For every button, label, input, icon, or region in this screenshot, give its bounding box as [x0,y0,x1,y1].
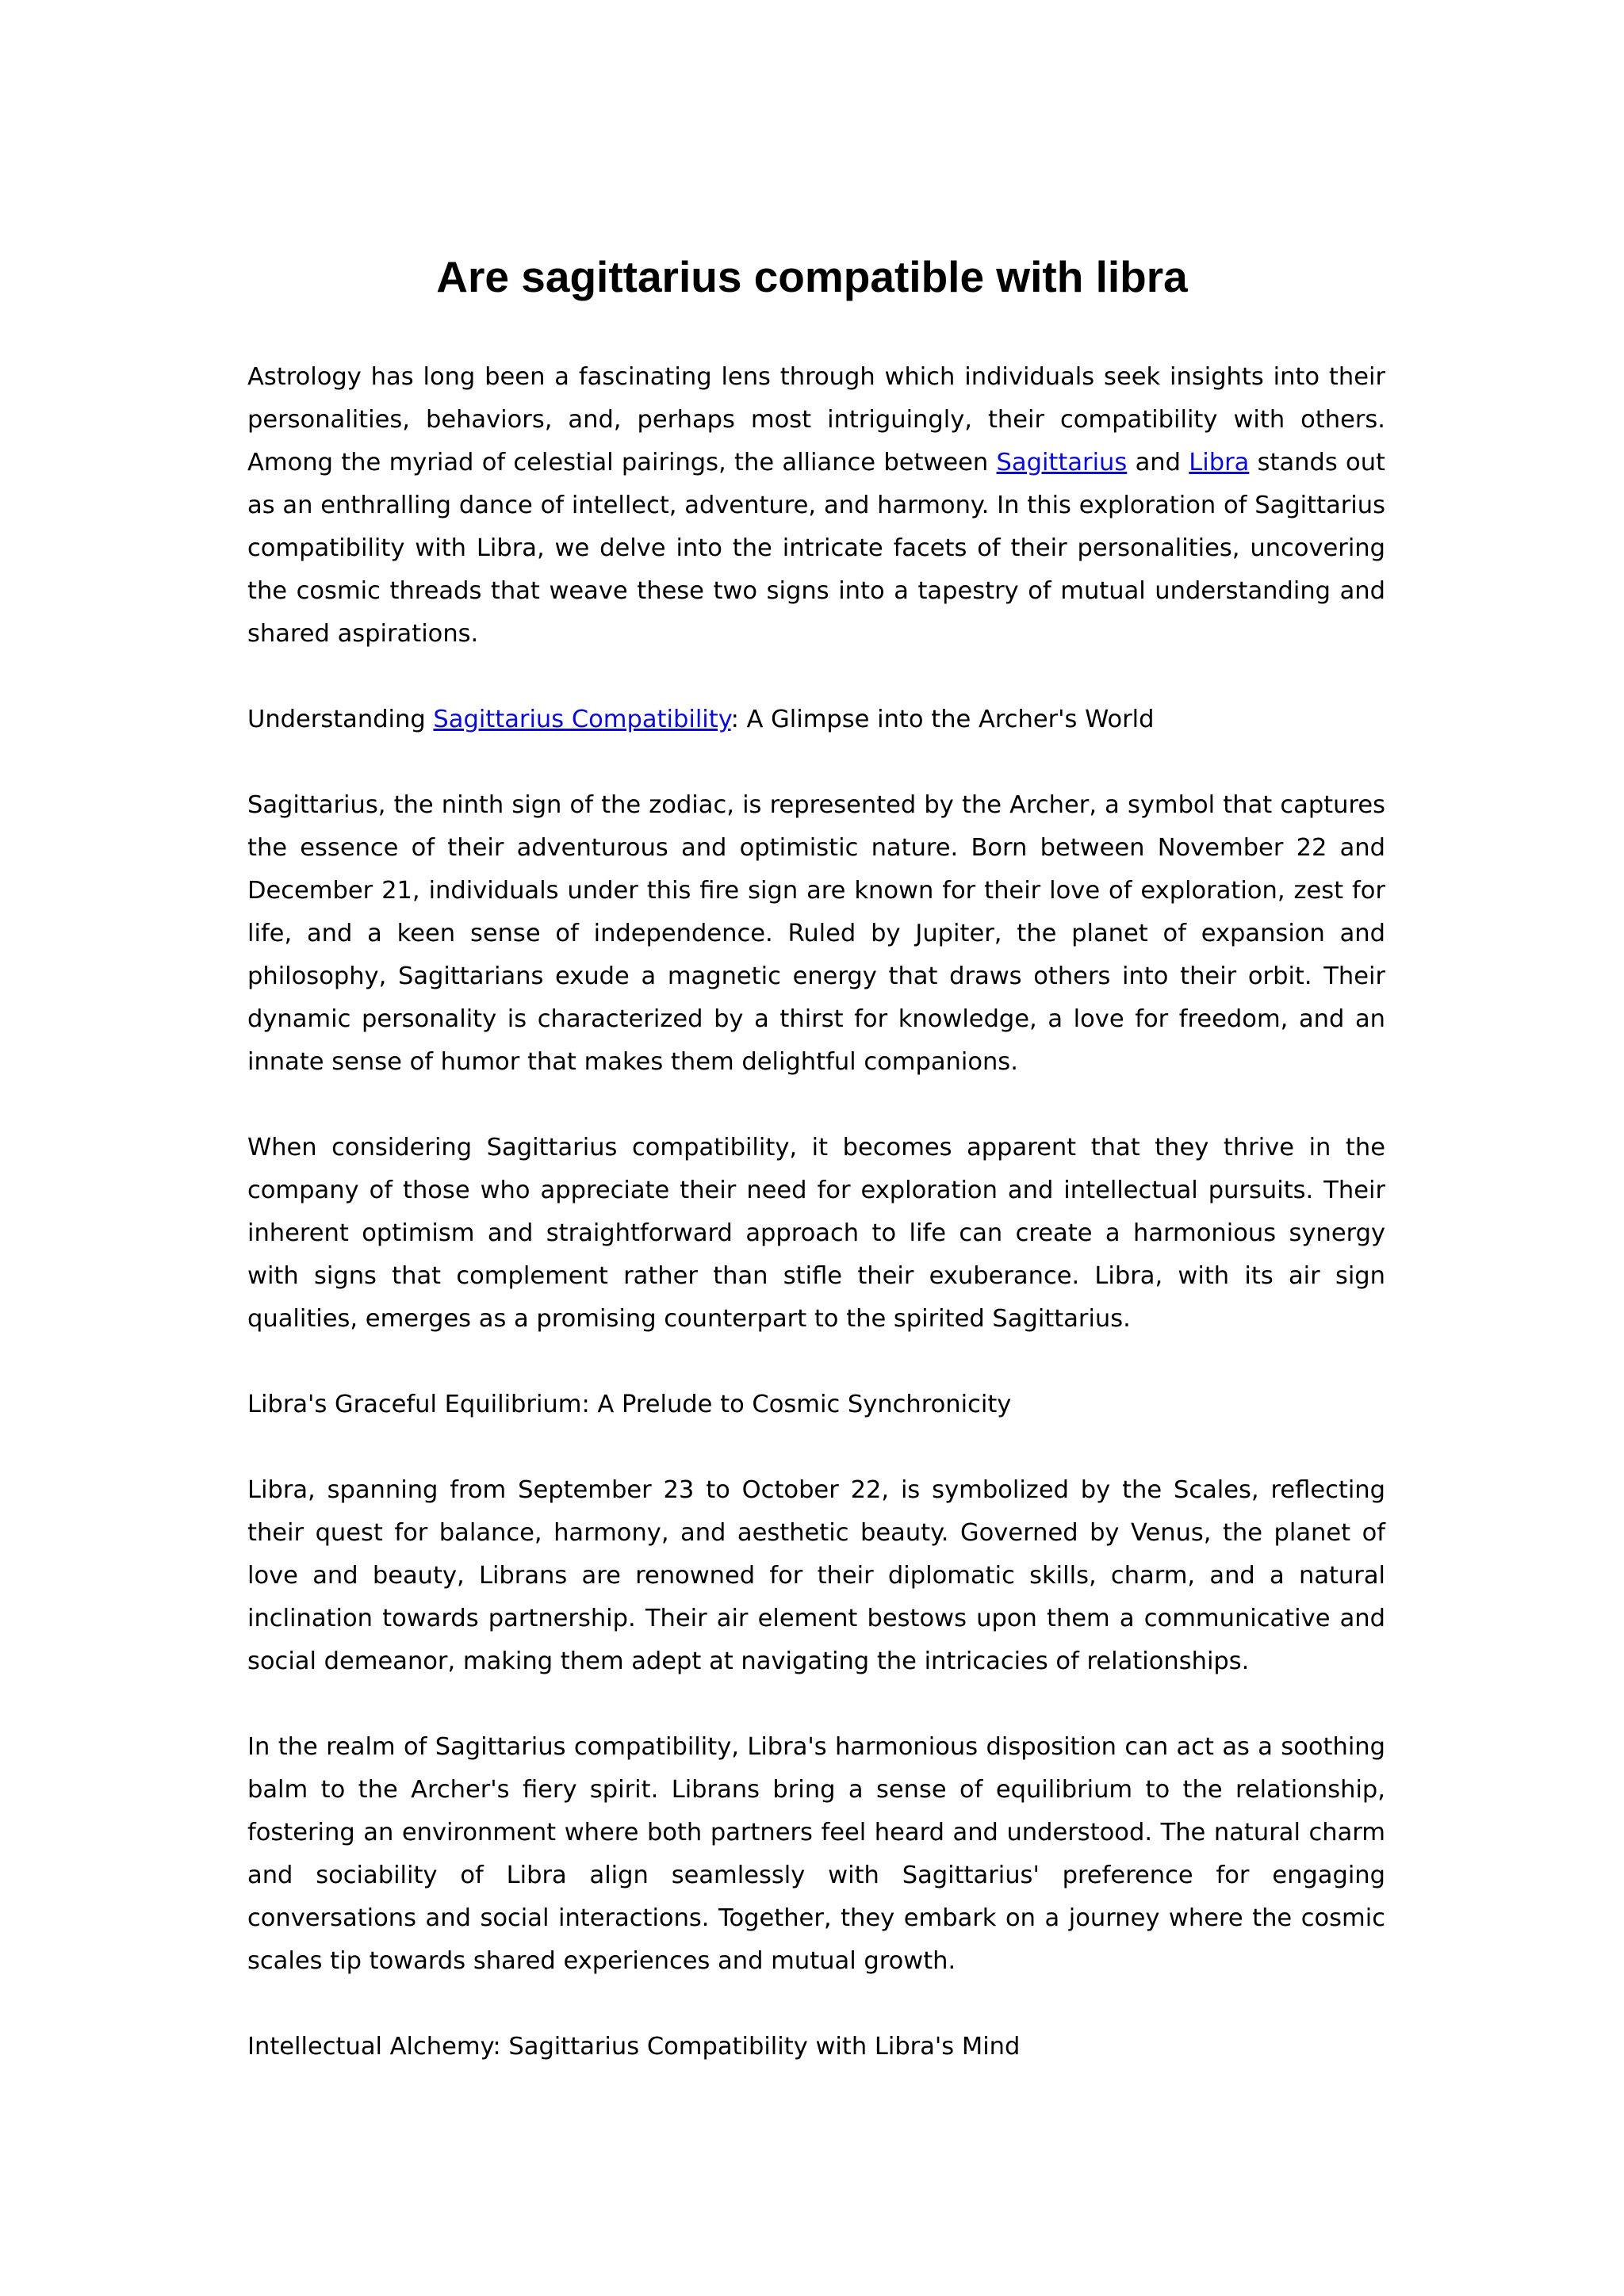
paragraph-libra-compatibility: In the realm of Sagittarius compatibility, Libra's harmonious disposition can act as a soothing balm to the Archer's fiery spirit. Librans bring a sense of equilibrium to the relationship, fostering an environment where both partners feel heard and understood. The natural charm and sociability of Libra align seamlessly with Sagittarius' preference for engaging conversations and social interactions. Together, they embark on a journey where the cosmic scales tip towards shared experiences and mutual growth. [247,1733,1385,1975]
paragraph-sagittarius-traits: Sagittarius, the ninth sign of the zodiac, is represented by the Archer, a symbol that captures the essence of their adventurous and optimistic nature. Born between November 22 and December 21, individuals under this fire sign are known for their love of exploration, zest for life, and a keen sense of independence. Ruled by Jupiter, the planet of expansion and philosophy, Sagittarians exude a magnetic energy that draws others into their orbit. Their dynamic personality is characterized by a thirst for knowledge, a love for freedom, and an innate sense of humor that makes them delightful companions. [247,791,1385,1076]
heading-prefix: Understanding [247,706,434,733]
section-heading-libra: Libra's Graceful Equilibrium: A Prelude to Cosmic Synchronicity [247,1391,1012,1418]
page-title: Are sagittarius compatible with libra [436,252,1188,301]
intro-text-3: stands out as an enthralling dance of intellect, adventure, and harmony. In this exploration of Sagittarius compatibility with Libra, we delve into the intricate facets of their personalities, uncovering the cosmic threads that weave these two signs into a tapestry of mutual understanding and shared aspirations. [247,449,1385,648]
intro-paragraph [247,356,1385,656]
heading-suffix: : A Glimpse into the Archer's World [730,706,1155,733]
paragraph-libra-traits: Libra, spanning from September 23 to October 22, is symbolized by the Scales, reflecting their quest for balance, harmony, and aesthetic beauty. Governed by Venus, the planet of love and beauty, Librans are renowned for their diplomatic skills, charm, and a natural inclination towards partnership. Their air element bestows upon them a communicative and social demeanor, making them adept at navigating the intricacies of relationships. [247,1476,1385,1675]
intro-text-2: and [1127,449,1189,476]
article-body [247,356,1385,2111]
intro-text-1: Astrology has long been a fascinating lens through which individuals seek insights into their personalities, behaviors, and, perhaps most intriguingly, their compatibility with others. Among the myriad of celestial pairings, the alliance between [247,363,1385,476]
sagittarius-compatibility-link[interactable]: Sagittarius Compatibility [433,706,731,733]
libra-link[interactable]: Libra [1189,449,1250,476]
paragraph-sagittarius-compatibility: When considering Sagittarius compatibility, it becomes apparent that they thrive in the company of those who appreciate their need for exploration and intellectual pursuits. Their inherent optimism and straightforward approach to life can create a harmonious synergy with signs that complement rather than stifle their exuberance. Libra, with its air sign qualities, emerges as a promising counterpart to the spirited Sagittarius. [247,1134,1385,1333]
section-heading-intellectual: Intellectual Alchemy: Sagittarius Compatibility with Libra's Mind [247,2033,1021,2061]
sagittarius-link[interactable]: Sagittarius [996,449,1128,476]
section-heading-sagittarius [247,698,1385,741]
